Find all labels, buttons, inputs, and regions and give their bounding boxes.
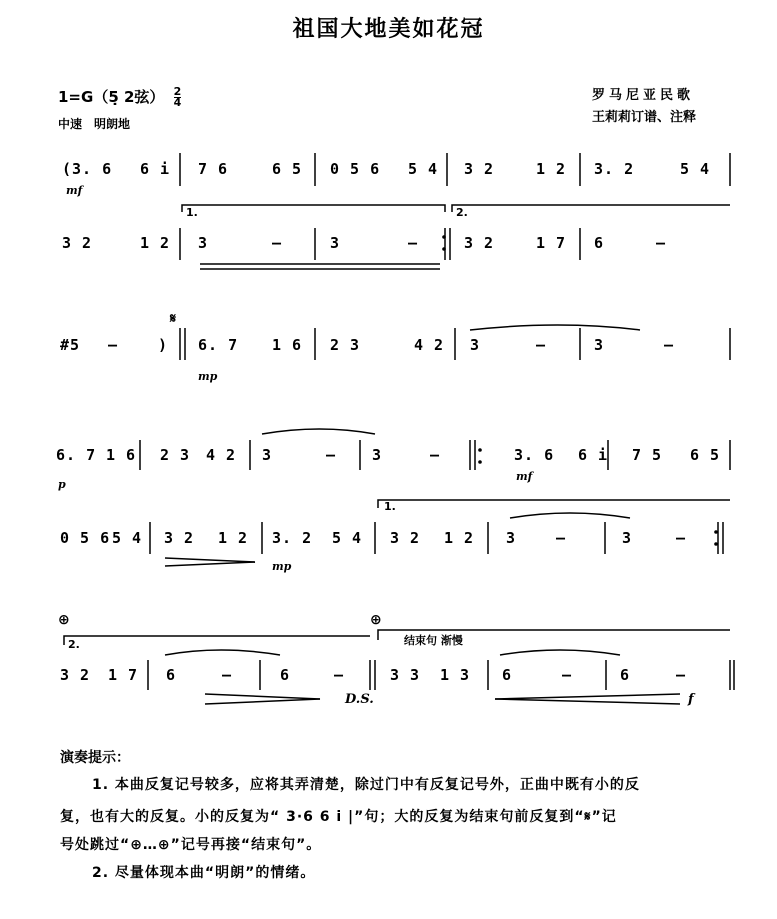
row6-g12: –	[676, 666, 687, 684]
coda-mark-1: ⊕	[58, 612, 70, 628]
row4-g11: 7 5	[632, 446, 663, 464]
tip-line-4: 2. 尽量体现本曲“明朗”的情绪。	[92, 865, 316, 881]
row1-g6: 5 4	[408, 160, 439, 178]
row2-ending1: 1.	[186, 206, 198, 219]
row1-dynamic: mf	[66, 184, 83, 197]
row1-g4: 6 5	[272, 160, 303, 178]
da-segno-mark: D.S.	[345, 692, 374, 707]
tips-heading: 演奏提示：	[60, 750, 130, 766]
tip-line-1: 1. 本曲反复记号较多，应将其弄清楚，除过门中有反复记号外，正曲中既有小的反	[92, 777, 640, 793]
row5-g4: 1 2	[218, 529, 249, 547]
row4-dynamic2: mf	[516, 470, 533, 483]
row2-g1: 3 2	[62, 234, 93, 252]
row3-g3: )	[158, 336, 169, 354]
row4-g10: 6 i	[578, 446, 609, 464]
tip-line-3: 号处跳过“⊕…⊕”记号再接“结束句”。	[60, 837, 322, 853]
row6-end-label: 结束句 渐慢	[404, 634, 463, 647]
row3-g11: –	[664, 336, 675, 354]
row4-g1: 6. 7	[56, 446, 97, 464]
time-sig-top: 2	[173, 85, 182, 98]
row5-g7: 3 2	[390, 529, 421, 547]
tip-line-2: 复，也有大的反复。小的反复为“ 3·6 6 i |”句；大的反复为结束句前反复到“𝄋”记	[60, 809, 617, 825]
row5-g12: –	[676, 529, 687, 547]
row2-ending2: 2.	[456, 206, 468, 219]
row6-g4: –	[222, 666, 233, 684]
segno-mark: 𝄋	[170, 311, 177, 327]
row4-g7: 3	[372, 446, 383, 464]
key-text: 1=G（5̣ 2弦）	[58, 88, 165, 106]
row1-g9: 3. 2	[594, 160, 635, 178]
row6-dynamic: f	[688, 692, 694, 707]
row4-g2: 1 6	[106, 446, 137, 464]
row6-g6: –	[334, 666, 345, 684]
page-title: 祖国大地美如花冠	[292, 17, 485, 42]
row3-g1: #5	[60, 336, 81, 354]
row4-g3: 2 3	[160, 446, 191, 464]
row4-g9: 3. 6	[514, 446, 555, 464]
row5-g9: 3	[506, 529, 517, 547]
row5-g6: 5 4	[332, 529, 363, 547]
row3-g2: –	[108, 336, 119, 354]
row3-g6: 2 3	[330, 336, 361, 354]
row4-g6: –	[326, 446, 337, 464]
row3-dynamic: mp	[198, 370, 218, 383]
coda-mark-2: ⊕	[370, 612, 382, 628]
row3-g5: 1 6	[272, 336, 303, 354]
row5-g10: –	[556, 529, 567, 547]
row2-g10: –	[656, 234, 667, 252]
row6-g11: 6	[620, 666, 631, 684]
row5-g11: 3	[622, 529, 633, 547]
row6-g7: 3 3	[390, 666, 421, 684]
row2-g9: 6	[594, 234, 605, 252]
row6-g5: 6	[280, 666, 291, 684]
row3-g9: –	[536, 336, 547, 354]
row3-g4: 6. 7	[198, 336, 239, 354]
row5-dynamic: mp	[272, 560, 292, 573]
row1-g2: 6 i	[140, 160, 171, 178]
row5-g8: 1 2	[444, 529, 475, 547]
row2-g5: 3	[330, 234, 341, 252]
row6-ending2: 2.	[68, 638, 80, 651]
row3-g8: 3	[470, 336, 481, 354]
row2-g7: 3 2	[464, 234, 495, 252]
row1-g3: 7 6	[198, 160, 229, 178]
row5-g2: 5 4	[112, 529, 143, 547]
row2-g6: –	[408, 234, 419, 252]
row6-g1: 3 2	[60, 666, 91, 684]
row1-g7: 3 2	[464, 160, 495, 178]
time-sig-bottom: 4	[173, 96, 182, 109]
row1-g8: 1 2	[536, 160, 567, 178]
row5-g3: 3 2	[164, 529, 195, 547]
row6-g3: 6	[166, 666, 177, 684]
origin-credit: 罗马尼亚民歌	[592, 88, 695, 103]
row6-g8: 1 3	[440, 666, 471, 684]
row6-g2: 1 7	[108, 666, 139, 684]
row1-g5: 0 5 6	[330, 160, 381, 178]
row4-g5: 3	[262, 446, 273, 464]
row4-g12: 6 5	[690, 446, 721, 464]
row6-g9: 6	[502, 666, 513, 684]
row1-g10: 5 4	[680, 160, 711, 178]
row5-g1: 0 5 6	[60, 529, 111, 547]
row2-g8: 1 7	[536, 234, 567, 252]
tempo-marking: 中速 明朗地	[58, 117, 131, 131]
row2-g3: 3	[198, 234, 209, 252]
row2-g4: –	[272, 234, 283, 252]
row6-g10: –	[562, 666, 573, 684]
row4-g8: –	[430, 446, 441, 464]
row3-g10: 3	[594, 336, 605, 354]
row5-g5: 3. 2	[272, 529, 313, 547]
row4-g4: 4 2	[206, 446, 237, 464]
row1-g1: (3. 6	[62, 160, 113, 178]
row3-g7: 4 2	[414, 336, 445, 354]
row4-dynamic: p	[58, 478, 66, 491]
arranger-credit: 王莉莉订谱、注释	[592, 110, 697, 125]
row5-ending1: 1.	[384, 500, 396, 513]
row2-g2: 1 2	[140, 234, 171, 252]
